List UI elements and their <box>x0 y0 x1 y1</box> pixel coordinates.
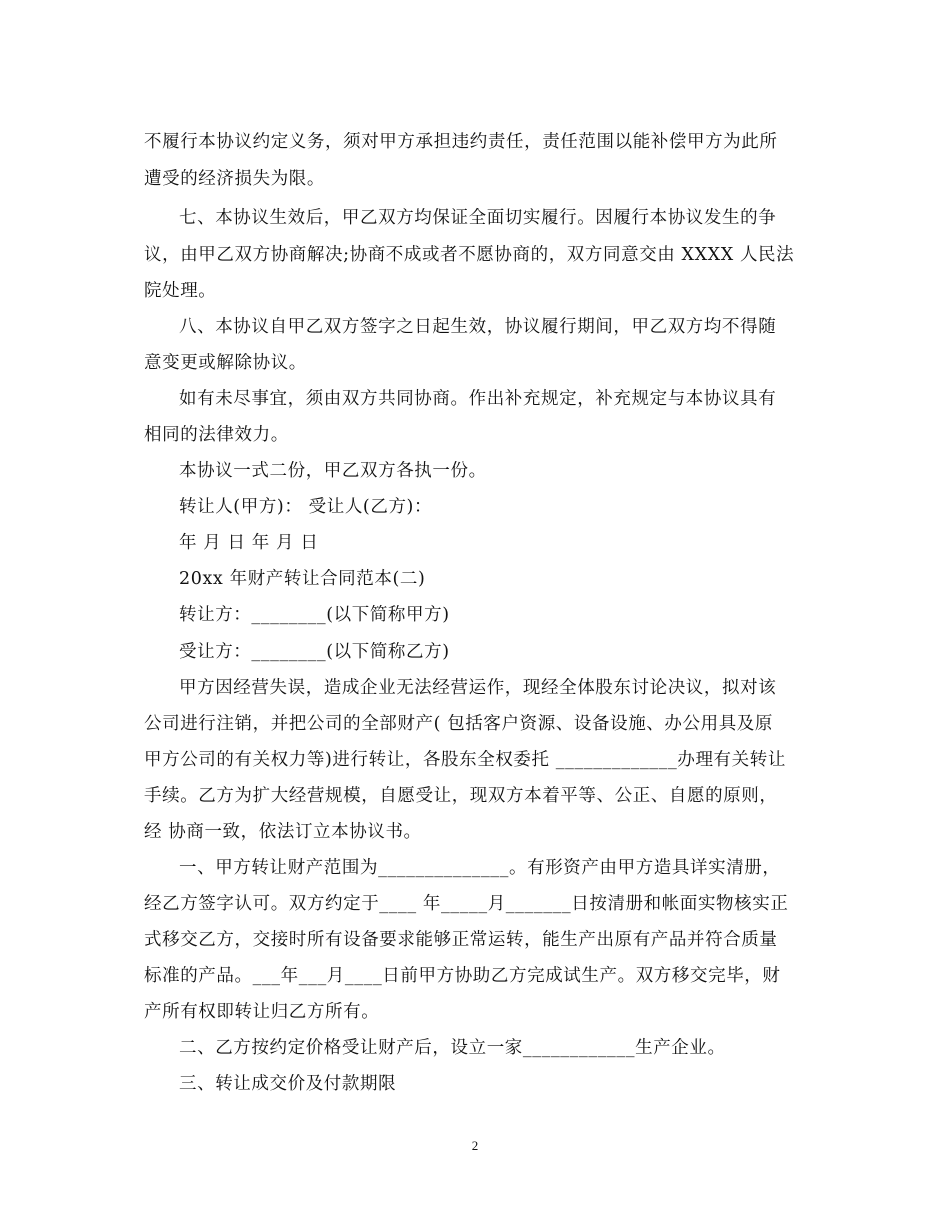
text-line: 经乙方签字认可。双方约定于____ 年_____月_______日按清册和帐面实物核实正 <box>144 894 789 914</box>
page-number: 2 <box>471 1138 479 1153</box>
text-line: 如有未尽事宜，须由双方共同协商。作出补充规定，补充规定与本协议具有 <box>179 389 777 409</box>
text-line: 院处理。 <box>144 281 217 301</box>
text-line: 三、转让成交价及付款期限 <box>179 1074 397 1094</box>
text-line: 年 月 日 年 月 日 <box>179 533 319 553</box>
text-line: 甲方公司的有关权力等)进行转让，各股东全权委托 _____________办理有关转让 <box>144 750 786 770</box>
text-line: 式移交乙方，交接时所有设备要求能够正常运转，能生产出原有产品并符合质量 <box>144 930 778 950</box>
text-line: 相同的法律效力。 <box>144 425 289 445</box>
text-line: 意变更或解除协议。 <box>144 353 307 373</box>
text-line: 标准的产品。___年___月____日前甲方协助乙方完成试生产。双方移交完毕，财 <box>144 966 781 986</box>
text-line: 七、本协议生效后，甲乙双方均保证全面切实履行。因履行本协议发生的争 <box>179 208 777 228</box>
text-line: 转让人(甲方)： 受让人(乙方)： <box>179 497 433 517</box>
text-line: 转让方：________(以下简称甲方) <box>179 605 450 625</box>
text-line: 产所有权即转让归乙方所有。 <box>144 1002 380 1022</box>
text-line: 二、乙方按约定价格受让财产后，设立一家____________生产企业。 <box>179 1038 726 1058</box>
text-line: 经 协商一致，依法订立本协议书。 <box>144 822 422 842</box>
text-line: 受让方：________(以下简称乙方) <box>179 642 450 662</box>
text-line: 一、甲方转让财产范围为______________。有形资产由甲方造具详实清册， <box>179 858 781 878</box>
text-line: 遭受的经济损失为限。 <box>144 169 325 189</box>
text-line: 不履行本协议约定义务，须对甲方承担违约责任，责任范围以能补偿甲方为此所 <box>144 132 778 152</box>
text-line: 公司进行注销，并把公司的全部财产( 包括客户资源、设备设施、办公用具及原 <box>144 714 773 734</box>
text-line: 甲方因经营失误，造成企业无法经营运作，现经全体股东讨论决议，拟对该 <box>179 678 777 698</box>
text-line: 手续。乙方为扩大经营规模，自愿受让，现双方本着平等、公正、自愿的原则， <box>144 786 778 806</box>
text-line: 八、本协议自甲乙双方签字之日起生效，协议履行期间，甲乙双方均不得随 <box>179 317 777 337</box>
section-title: 20xx 年财产转让合同范本(二) <box>179 569 426 589</box>
text-line: 本协议一式二份，甲乙双方各执一份。 <box>179 461 487 481</box>
text-line: 议，由甲乙双方协商解决;协商不成或者不愿协商的，双方同意交由 XXXX 人民法 <box>144 245 795 265</box>
